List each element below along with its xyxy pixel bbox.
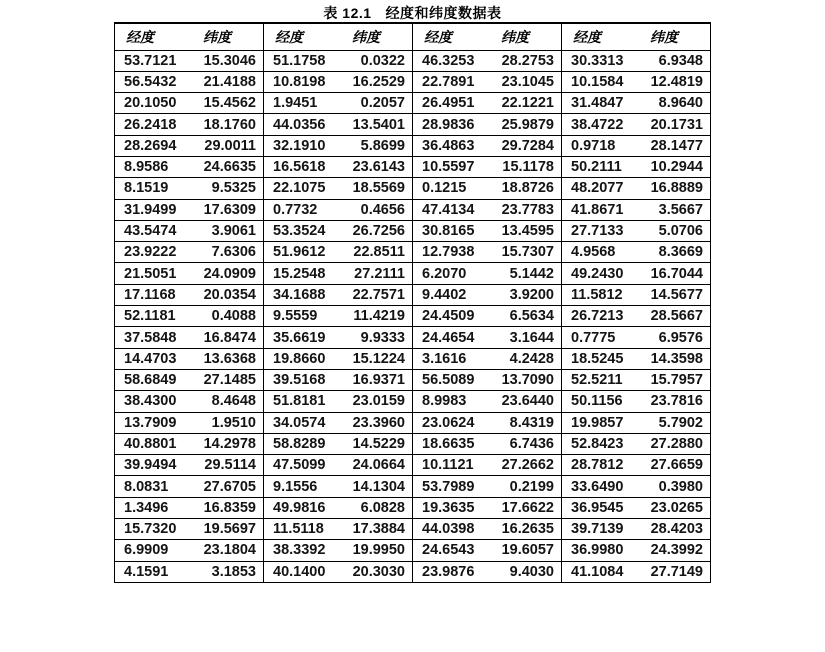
longitude-cell: 17.1168 (124, 286, 176, 303)
latitude-cell: 0.3980 (658, 478, 703, 495)
latitude-cell: 27.6659 (650, 457, 703, 474)
longitude-cell: 51.8181 (264, 391, 338, 412)
latitude-cell: 16.2529 (352, 73, 405, 90)
col-header-longitude: 经度 (264, 23, 338, 50)
longitude-cell: 6.9909 (124, 542, 169, 559)
table-row (115, 242, 711, 263)
latitude-cell: 17.6622 (501, 499, 554, 516)
longitude-cell: 44.0356 (264, 114, 338, 135)
longitude-cell: 0.7775 (562, 327, 636, 348)
longitude-cell: 24.4509 (413, 306, 487, 327)
longitude-cell: 0.7732 (264, 199, 338, 220)
latitude-cell: 23.1045 (501, 73, 554, 90)
latitude-cell: 17.6309 (203, 201, 256, 218)
latitude-cell: 16.8359 (203, 499, 256, 516)
latitude-cell: 22.1221 (501, 95, 554, 112)
longitude-cell: 38.3392 (264, 540, 338, 561)
latitude-cell: 16.7044 (650, 265, 703, 282)
table-row (115, 519, 711, 540)
latitude-cell: 16.8889 (650, 180, 703, 197)
longitude-cell: 41.1084 (562, 561, 636, 582)
latitude-cell: 14.5229 (352, 435, 405, 452)
longitude-cell: 8.1519 (124, 180, 169, 197)
latitude-cell: 27.2880 (650, 435, 703, 452)
latitude-cell: 27.6705 (203, 478, 256, 495)
latitude-cell: 3.9061 (211, 223, 256, 240)
table-row (115, 476, 711, 497)
table-title-text: 经度和纬度数据表 (385, 5, 502, 21)
latitude-cell: 7.6306 (211, 244, 256, 261)
latitude-cell: 21.4188 (203, 73, 256, 90)
longitude-cell: 23.9876 (413, 561, 487, 582)
longitude-cell: 19.8660 (264, 348, 338, 369)
col-header-longitude: 经度 (126, 28, 154, 45)
col-header-latitude: 纬度 (352, 28, 380, 45)
table-row (115, 178, 711, 199)
latitude-cell: 0.4088 (211, 308, 256, 325)
longitude-cell: 28.2694 (124, 137, 177, 154)
longitude-cell: 35.6619 (264, 327, 338, 348)
latitude-cell: 14.2978 (203, 435, 256, 452)
table-row (115, 348, 711, 369)
longitude-cell: 1.3496 (124, 499, 169, 516)
longitude-cell: 10.5597 (413, 156, 487, 177)
longitude-cell: 11.5812 (562, 284, 636, 305)
latitude-cell: 6.7436 (509, 435, 554, 452)
longitude-cell: 8.0831 (124, 478, 169, 495)
longitude-cell: 10.8198 (264, 71, 338, 92)
latitude-cell: 0.2199 (509, 478, 554, 495)
latitude-cell: 23.6143 (352, 159, 405, 176)
latitude-cell: 3.1853 (211, 563, 256, 580)
table-row (115, 50, 711, 71)
longitude-cell: 47.4134 (413, 199, 487, 220)
longitude-cell: 38.4722 (562, 114, 636, 135)
col-header-latitude: 纬度 (501, 28, 529, 45)
latitude-cell: 13.4595 (501, 223, 554, 240)
latitude-cell: 12.4819 (650, 73, 703, 90)
table-body (115, 50, 711, 582)
longitude-cell: 23.9222 (124, 244, 177, 261)
latitude-cell: 16.9371 (352, 372, 405, 389)
longitude-cell: 44.0398 (413, 519, 487, 540)
latitude-cell: 6.9576 (658, 329, 703, 346)
latitude-cell: 15.1178 (502, 159, 554, 176)
latitude-cell: 23.7783 (501, 201, 554, 218)
latitude-cell: 27.2111 (354, 265, 405, 282)
lon-lat-data-table (114, 22, 711, 583)
latitude-cell: 27.7149 (650, 563, 703, 580)
table-row (115, 114, 711, 135)
longitude-cell: 12.7938 (413, 242, 487, 263)
longitude-cell: 26.4951 (413, 93, 487, 114)
longitude-cell: 41.8671 (562, 199, 636, 220)
longitude-cell: 26.7213 (562, 306, 636, 327)
latitude-cell: 11.4219 (353, 308, 405, 325)
latitude-cell: 23.3960 (352, 414, 405, 431)
table-row (115, 455, 711, 476)
latitude-cell: 5.7902 (658, 414, 703, 431)
latitude-cell: 23.0159 (352, 393, 405, 410)
longitude-cell: 53.7989 (413, 476, 487, 497)
latitude-cell: 19.6057 (501, 542, 554, 559)
latitude-cell: 29.0011 (204, 137, 256, 154)
latitude-cell: 24.3992 (650, 542, 703, 559)
longitude-cell: 38.4300 (124, 393, 177, 410)
latitude-cell: 28.4203 (650, 521, 703, 538)
longitude-cell: 56.5432 (124, 73, 177, 90)
longitude-cell: 28.9836 (413, 114, 487, 135)
longitude-cell: 3.1616 (413, 348, 487, 369)
latitude-cell: 18.1760 (203, 116, 256, 133)
longitude-cell: 22.1075 (264, 178, 338, 199)
latitude-cell: 22.8511 (353, 244, 405, 261)
longitude-cell: 18.5245 (562, 348, 636, 369)
latitude-cell: 5.1442 (509, 265, 554, 282)
latitude-cell: 5.8699 (360, 137, 405, 154)
latitude-cell: 23.6440 (501, 393, 554, 410)
latitude-cell: 26.7256 (352, 223, 405, 240)
longitude-cell: 49.2430 (562, 263, 636, 284)
table-row (115, 561, 711, 582)
latitude-cell: 1.9510 (211, 414, 256, 431)
col-header-longitude: 经度 (413, 23, 487, 50)
table-caption (0, 3, 825, 23)
table-row (115, 220, 711, 241)
latitude-cell: 29.7284 (501, 137, 554, 154)
latitude-cell: 15.4562 (203, 95, 256, 112)
longitude-cell: 39.5168 (264, 369, 338, 390)
table-row (115, 306, 711, 327)
longitude-cell: 51.9612 (264, 242, 338, 263)
latitude-cell: 20.0354 (203, 286, 256, 303)
latitude-cell: 8.3669 (658, 244, 703, 261)
latitude-cell: 25.9879 (501, 116, 554, 133)
latitude-cell: 18.5569 (352, 180, 405, 197)
latitude-cell: 24.0909 (203, 265, 256, 282)
latitude-cell: 28.5667 (650, 308, 703, 325)
latitude-cell: 20.1731 (650, 116, 703, 133)
longitude-cell: 24.4654 (413, 327, 487, 348)
latitude-cell: 29.5114 (204, 457, 256, 474)
longitude-cell: 24.6543 (413, 540, 487, 561)
header-row (115, 23, 711, 50)
latitude-cell: 0.4656 (360, 201, 405, 218)
longitude-cell: 14.4703 (124, 350, 177, 367)
latitude-cell: 16.8474 (203, 329, 256, 346)
latitude-cell: 27.1485 (203, 372, 256, 389)
longitude-cell: 9.1556 (264, 476, 338, 497)
longitude-cell: 32.1910 (264, 135, 338, 156)
longitude-cell: 8.9983 (413, 391, 487, 412)
latitude-cell: 3.5667 (658, 201, 703, 218)
longitude-cell: 27.7133 (562, 220, 636, 241)
latitude-cell: 22.7571 (352, 286, 405, 303)
table-number: 表 12.1 (323, 5, 372, 21)
latitude-cell: 8.9640 (658, 95, 703, 112)
latitude-cell: 24.6635 (203, 159, 256, 176)
latitude-cell: 23.7816 (650, 393, 703, 410)
longitude-cell: 23.0624 (413, 412, 487, 433)
latitude-cell: 14.5677 (650, 286, 703, 303)
latitude-cell: 5.0706 (658, 223, 703, 240)
table-header (115, 23, 711, 50)
longitude-cell: 4.1591 (124, 563, 169, 580)
longitude-cell: 53.7121 (124, 52, 177, 69)
longitude-cell: 58.8289 (264, 433, 338, 454)
longitude-cell: 34.0574 (264, 412, 338, 433)
latitude-cell: 8.4319 (509, 414, 554, 431)
longitude-cell: 53.3524 (264, 220, 338, 241)
longitude-cell: 50.2111 (562, 156, 636, 177)
longitude-cell: 10.1121 (413, 455, 487, 476)
longitude-cell: 46.3253 (413, 50, 487, 71)
table-row (115, 391, 711, 412)
latitude-cell: 19.5697 (203, 521, 256, 538)
latitude-cell: 3.1644 (509, 329, 554, 346)
longitude-cell: 20.1050 (124, 95, 177, 112)
longitude-cell: 34.1688 (264, 284, 338, 305)
latitude-cell: 14.1304 (352, 478, 405, 495)
longitude-cell: 43.5474 (124, 223, 177, 240)
latitude-cell: 6.5634 (509, 308, 554, 325)
longitude-cell: 48.2077 (562, 178, 636, 199)
longitude-cell: 36.9545 (562, 497, 636, 518)
longitude-cell: 49.9816 (264, 497, 338, 518)
table-row (115, 263, 711, 284)
col-header-latitude: 纬度 (203, 28, 231, 45)
latitude-cell: 28.1477 (650, 137, 703, 154)
longitude-cell: 39.7139 (562, 519, 636, 540)
latitude-cell: 13.5401 (352, 116, 405, 133)
longitude-cell: 11.5118 (264, 519, 338, 540)
longitude-cell: 37.5848 (124, 329, 177, 346)
longitude-cell: 30.3313 (562, 50, 636, 71)
latitude-cell: 17.3884 (352, 521, 405, 538)
latitude-cell: 13.7090 (501, 372, 554, 389)
longitude-cell: 19.9857 (562, 412, 636, 433)
latitude-cell: 6.9348 (658, 52, 703, 69)
table-row (115, 156, 711, 177)
longitude-cell: 50.1156 (562, 391, 636, 412)
table-row (115, 327, 711, 348)
table-row (115, 71, 711, 92)
table-row (115, 412, 711, 433)
longitude-cell: 8.9586 (124, 159, 169, 176)
longitude-cell: 10.1584 (562, 71, 636, 92)
latitude-cell: 20.3030 (352, 563, 405, 580)
longitude-cell: 4.9568 (562, 242, 636, 263)
latitude-cell: 15.3046 (203, 52, 256, 69)
longitude-cell: 56.5089 (413, 369, 487, 390)
longitude-cell: 21.5051 (124, 265, 177, 282)
longitude-cell: 52.5211 (562, 369, 636, 390)
longitude-cell: 40.8801 (124, 435, 177, 452)
longitude-cell: 16.5618 (264, 156, 338, 177)
table-row (115, 369, 711, 390)
latitude-cell: 4.2428 (509, 350, 554, 367)
latitude-cell: 27.2662 (501, 457, 554, 474)
latitude-cell: 9.4030 (509, 563, 554, 580)
longitude-cell: 30.8165 (413, 220, 487, 241)
longitude-cell: 31.4847 (562, 93, 636, 114)
longitude-cell: 33.6490 (562, 476, 636, 497)
latitude-cell: 3.9200 (509, 286, 554, 303)
table-row (115, 433, 711, 454)
longitude-cell: 36.4863 (413, 135, 487, 156)
latitude-cell: 8.4648 (211, 393, 256, 410)
latitude-cell: 18.8726 (501, 180, 554, 197)
longitude-cell: 40.1400 (264, 561, 338, 582)
latitude-cell: 19.9950 (352, 542, 405, 559)
col-header-longitude: 经度 (562, 23, 636, 50)
table-row (115, 135, 711, 156)
longitude-cell: 9.5559 (264, 306, 338, 327)
longitude-cell: 47.5099 (264, 455, 338, 476)
latitude-cell: 28.2753 (501, 52, 554, 69)
longitude-cell: 13.7909 (124, 414, 177, 431)
longitude-cell: 26.2418 (124, 116, 177, 133)
latitude-cell: 15.7957 (650, 372, 703, 389)
table-row (115, 497, 711, 518)
table-row (115, 284, 711, 305)
latitude-cell: 15.7307 (501, 244, 554, 261)
longitude-cell: 28.7812 (562, 455, 636, 476)
latitude-cell: 23.1804 (203, 542, 256, 559)
latitude-cell: 23.0265 (650, 499, 703, 516)
longitude-cell: 15.7320 (124, 521, 177, 538)
longitude-cell: 0.1215 (413, 178, 487, 199)
latitude-cell: 14.3598 (650, 350, 703, 367)
latitude-cell: 15.1224 (352, 350, 405, 367)
longitude-cell: 9.4402 (413, 284, 487, 305)
latitude-cell: 9.5325 (211, 180, 256, 197)
longitude-cell: 19.3635 (413, 497, 487, 518)
longitude-cell: 52.8423 (562, 433, 636, 454)
longitude-cell: 36.9980 (562, 540, 636, 561)
longitude-cell: 0.9718 (562, 135, 636, 156)
latitude-cell: 6.0828 (360, 499, 405, 516)
col-header-latitude: 纬度 (650, 28, 678, 45)
longitude-cell: 6.2070 (413, 263, 487, 284)
latitude-cell: 0.2057 (360, 95, 405, 112)
latitude-cell: 0.0322 (360, 52, 405, 69)
latitude-cell: 24.0664 (352, 457, 405, 474)
longitude-cell: 58.6849 (124, 372, 177, 389)
longitude-cell: 18.6635 (413, 433, 487, 454)
longitude-cell: 15.2548 (264, 263, 338, 284)
longitude-cell: 31.9499 (124, 201, 177, 218)
table-row (115, 199, 711, 220)
longitude-cell: 22.7891 (413, 71, 487, 92)
table-row (115, 540, 711, 561)
longitude-cell: 1.9451 (264, 93, 338, 114)
latitude-cell: 9.9333 (360, 329, 405, 346)
latitude-cell: 13.6368 (203, 350, 256, 367)
latitude-cell: 10.2944 (650, 159, 703, 176)
longitude-cell: 39.9494 (124, 457, 177, 474)
table-row (115, 93, 711, 114)
longitude-cell: 51.1758 (264, 50, 338, 71)
longitude-cell: 52.1181 (124, 308, 176, 325)
latitude-cell: 16.2635 (501, 521, 554, 538)
